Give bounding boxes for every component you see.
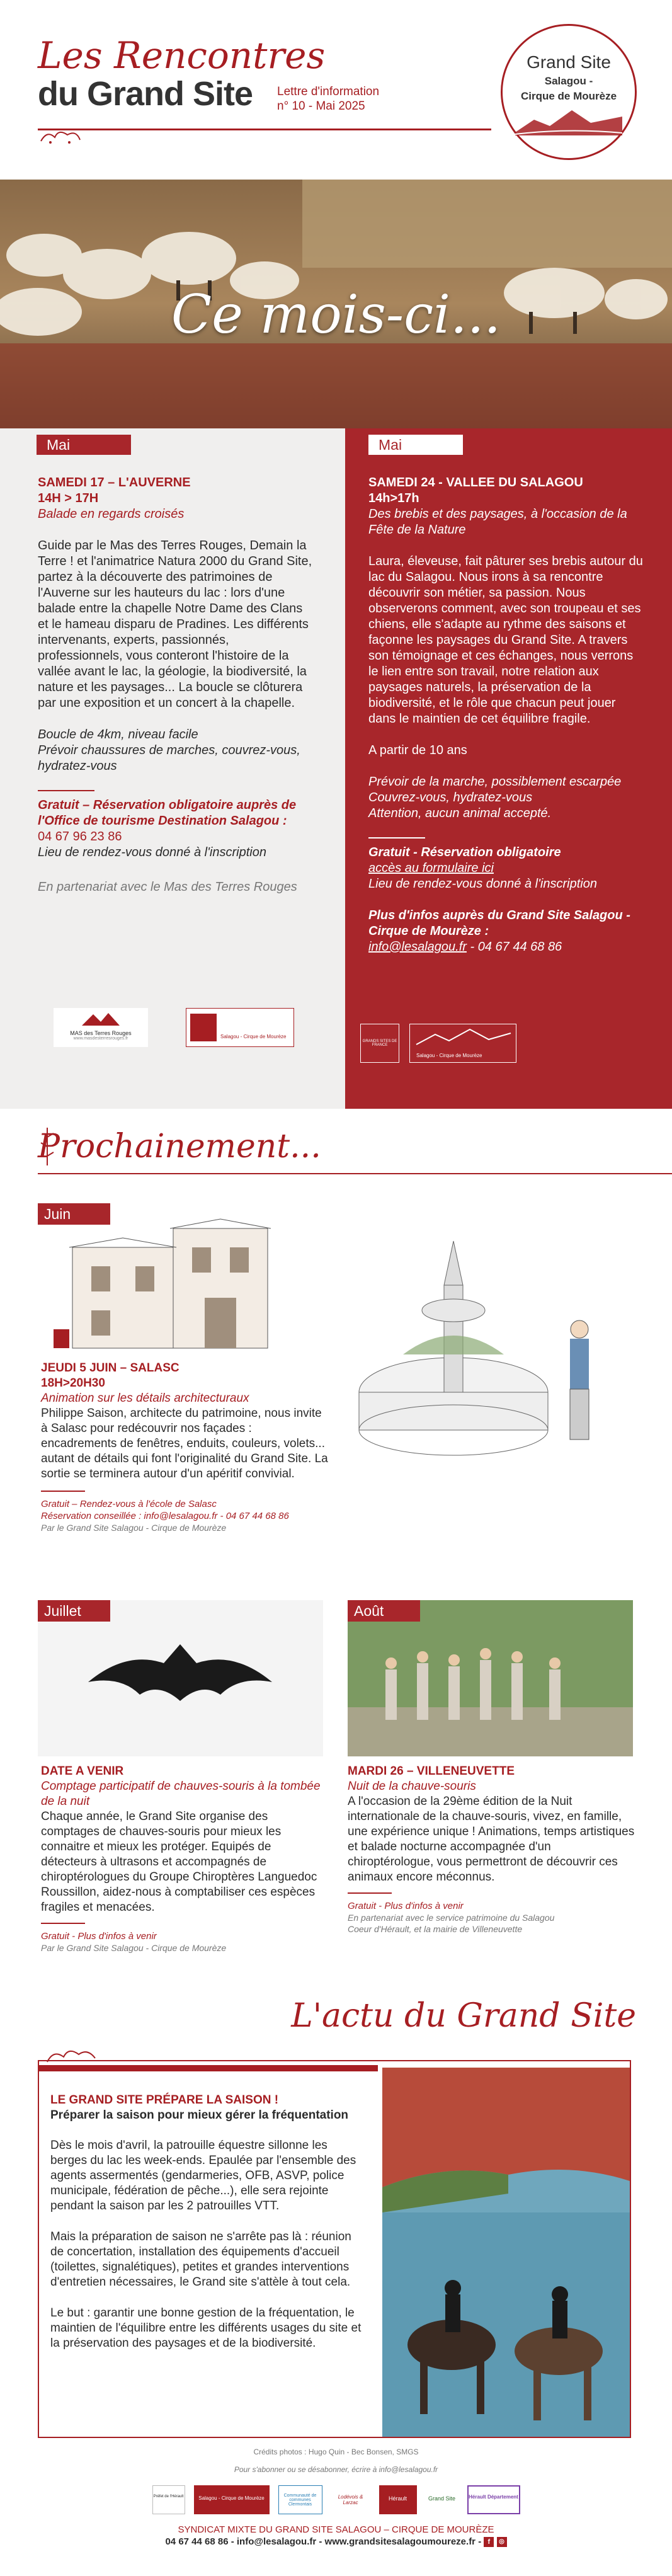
event-date: SAMEDI 17 – L'AUVERNE xyxy=(38,476,191,489)
grand-site-small-label: Salagou - Cirque de Mourèze xyxy=(416,1053,482,1058)
footer xyxy=(0,2441,672,2576)
event-date: DATE A VENIR xyxy=(41,1765,124,1778)
separator xyxy=(348,1892,392,1894)
event-date: JEUDI 5 JUIN – SALASC xyxy=(41,1361,179,1375)
hero-banner xyxy=(0,180,672,428)
contact-email-link[interactable]: info@lesalagou.fr xyxy=(368,940,467,954)
event-panel-left xyxy=(0,428,345,1109)
event-info: Gratuit - Plus d'infos à venir xyxy=(41,1931,157,1942)
section-rule xyxy=(38,1173,672,1174)
sheep-doodle-icon xyxy=(38,123,88,149)
group-photo xyxy=(348,1600,633,1756)
news-box-topbar xyxy=(38,2065,378,2071)
mas-terres-rouges-icon xyxy=(82,1010,120,1027)
organisation-name: SYNDICAT MIXTE DU GRAND SITE SALAGOU – CIRQUE DE MOURÈZE xyxy=(178,2524,494,2535)
bat-icon xyxy=(38,1600,323,1756)
sheep-doodle-icon xyxy=(44,2038,132,2066)
meeting-info: Lieu de rendez-vous donné à l'inscription xyxy=(38,845,266,859)
more-info: Plus d'infos auprès du Grand Site Salagou - Cirque de Mourèze : xyxy=(368,908,630,938)
landscape-icon xyxy=(515,104,622,135)
event-note: Prévoir de la marche, possiblement escarpée xyxy=(368,775,622,789)
event-info: Gratuit - Plus d'infos à venir xyxy=(348,1901,464,1911)
newsletter-label: Lettre d'information xyxy=(277,85,380,98)
event-subtitle: Animation sur les détails architecturaux xyxy=(41,1392,249,1405)
event-subtitle: Nuit de la chauve-souris xyxy=(348,1780,476,1793)
event-date: MARDI 26 – VILLENEUVETTE xyxy=(348,1765,515,1778)
logo-subtitle-2: Cirque de Mourèze xyxy=(520,90,617,102)
grands-sites-france-logo[interactable] xyxy=(360,1024,399,1063)
partner-logo[interactable] xyxy=(54,1008,148,1047)
grand-site-logo[interactable] xyxy=(501,24,637,160)
bat-photo xyxy=(38,1600,323,1756)
news-paragraph: Dès le mois d'avril, la patrouille équestre sillonne les berges du lac les week-ends. Epaulée par l'ensemble des agents assermentés (gendarmeries, OFB, ASVP, police municipale, fédération de pêche...), elle sera rejointe pendant la saison par les 2 patrouilles VTT. xyxy=(50,2139,356,2212)
event-age: A partir de 10 ans xyxy=(368,743,467,757)
contact-line xyxy=(0,2536,672,2547)
booking-info: Gratuit - Réservation obligatoire xyxy=(368,845,561,859)
contact-details[interactable]: 04 67 44 68 86 - info@lesalagou.fr - www.grandsitesalagoumoureze.fr - xyxy=(165,2536,482,2547)
separator xyxy=(41,1491,85,1492)
event-info: Gratuit – Rendez-vous à l'école de Salasc xyxy=(41,1499,217,1509)
fountain-drawing xyxy=(353,1235,617,1474)
partner-logos xyxy=(0,2485,672,2514)
event-note: Couvrez-vous, hydratez-vous xyxy=(368,791,533,804)
month-tag: Juillet xyxy=(38,1600,110,1622)
event-time: 14H > 17H xyxy=(38,491,99,505)
hero-title: Ce mois-ci... xyxy=(171,283,501,345)
event-info: Coeur d'Hérault, et la mairie de Villeneuvette xyxy=(348,1924,523,1934)
partner-logo[interactable]: Lodévois & Larzac xyxy=(338,2494,363,2505)
separator xyxy=(38,790,94,791)
newsletter-title-line1: Les Rencontres xyxy=(38,34,326,77)
partner-logo[interactable]: Préfet de l'Hérault xyxy=(152,2485,185,2514)
event-note: Attention, aucun animal accepté. xyxy=(368,806,552,820)
partner-logo[interactable]: Salagou - Cirque de Mourèze xyxy=(194,2485,270,2514)
event-date: SAMEDI 24 - VALLEE DU SALAGOU xyxy=(368,476,583,489)
newsletter-title-line2: du Grand Site xyxy=(38,75,253,113)
news-headline: LE GRAND SITE PRÉPARE LA SAISON ! xyxy=(50,2093,279,2107)
village-house-drawing xyxy=(54,1203,305,1358)
event-subtitle: Comptage participatif de chauves-souris à la tombée de la nuit xyxy=(41,1780,321,1808)
newsletter-issue xyxy=(277,84,379,113)
partner-logo[interactable]: Grand Site xyxy=(428,2495,456,2502)
event-description: A l'occasion de la 29ème édition de la Nuit internationale de la chauve-souris, vivez, en famille, une expérience unique ! Animations, temps artistiques et balade nocturne accompagnée d'un chiroptérologue, vous permettront de découvrir ces animaux encore méconnus. xyxy=(348,1795,635,1884)
bat-night-photo xyxy=(348,1600,633,1756)
grand-site-small-logo[interactable] xyxy=(409,1024,516,1063)
partner-note: En partenariat avec le Mas des Terres Rouges xyxy=(38,880,297,894)
news-paragraph: Mais la préparation de saison ne s'arrête pas là : réunion de concertation, installation des équipements d'accueil (toilettes, signalétiques), petites et grandes interventions d'entretien nécessaires, le Grand site s'attèle à tout cela. xyxy=(50,2230,351,2289)
section-title-upcoming: Prochainement... xyxy=(38,1128,321,1165)
logo-subtitle-1: Salagou - xyxy=(544,75,593,87)
event-time: 14h>17h xyxy=(368,491,419,505)
partner-logo[interactable]: Hérault xyxy=(379,2485,417,2514)
partner-logo-name: MAS des Terres Rouges xyxy=(70,1030,132,1036)
event-info[interactable]: Réservation conseillée : info@lesalagou.fr - 04 67 44 68 86 xyxy=(41,1511,289,1521)
partner-logo[interactable]: Communauté de communes Clermontais xyxy=(278,2485,322,2514)
month-tag: Août xyxy=(348,1600,420,1622)
photo-credits: Crédits photos : Hugo Quin - Bec Bonsen, SMGS xyxy=(253,2447,419,2456)
news-paragraph: Le but : garantir une bonne gestion de la fréquentation, le maintien de l'équilibre entre les différents usages du site et la préservation des paysages et de la biodiversité. xyxy=(50,2306,362,2350)
logo-title: Grand Site xyxy=(527,52,611,72)
event-description: Philippe Saison, architecte du patrimoine, nous invite à Salasc pour redécouvrir nos façades : encadrements de fenêtres, enduits, couleurs, volets... autant de détails qui font l'originalité du Grand Site. La sortie se terminera autour d'un apéritif convivial. xyxy=(41,1407,328,1480)
month-tag: Mai xyxy=(37,435,131,455)
partner-logo-url: www.masdesterresrouges.fr xyxy=(73,1036,128,1041)
event-panel-right xyxy=(345,428,672,1109)
booking-info: Gratuit – Réservation obligatoire auprès de l'Office de tourisme Destination Salagou : xyxy=(38,798,297,828)
event-description: Chaque année, le Grand Site organise des comptages de chauves-souris pour mieux les connaitre et mieux les protéger. Equipés de détecteurs à ultrasons et accompagnés de chiroptérologues du Groupe Chiroptères Languedoc Roussillon, aidez-nous à comptabiliser ces espèces fragiles et menacées. xyxy=(41,1810,317,1914)
event-description: Laura, éleveuse, fait pâturer ses brebis autour du lac du Salagou. Nous irons à sa rencontre découvrir son métier, sa passion. Nous observerons comment, avec son troupeau et ses chiens, elle s'adapte au rythme des saisons et façonne les paysages du Grand Site. A travers son témoignage et ces échanges, nous verrons le lien entre son travail, notre relation aux paysages naturels, la préservation de la biodiversité, et le rôle que chacun peut jouer dans le maintien de cet équilibre fragile. xyxy=(368,554,643,726)
landscape-icon xyxy=(410,1024,517,1050)
partner-logo[interactable]: Hérault Département xyxy=(467,2485,520,2514)
grands-sites-france-label: GRANDS SITES DE FRANCE xyxy=(362,1039,397,1047)
unsubscribe-note[interactable]: Pour s'abonner ou se désabonner, écrire à info@lesalagou.fr xyxy=(234,2465,438,2474)
instagram-icon[interactable]: ◎ xyxy=(497,2537,507,2547)
booking-phone[interactable]: 04 67 96 23 86 xyxy=(38,830,122,844)
separator xyxy=(368,837,425,839)
event-note: Boucle de 4km, niveau facile xyxy=(38,728,198,741)
lake-photo xyxy=(382,2068,630,2437)
facebook-icon[interactable]: f xyxy=(484,2537,494,2547)
event-description: Guide par le Mas des Terres Rouges, Demain la Terre ! et l'animatrice Natura 2000 du Grand Site, partez à la découverte des patrimoines de l'Auverne sur les hauteurs du lac : lors d'une balade entre la chapelle Notre Dame des Clans et le hameau disparu de Pradines. Les différents intervenants, experts, passionnés, professionnels, vous conteront l'histoire de la vallée avant le lac, la géologie, la biodiversité, la nature et les paysages... La boucle se clôturera par une exposition et un concert à la chapelle. xyxy=(38,539,312,710)
grand-site-small-label: Salagou - Cirque de Mourèze xyxy=(220,1034,287,1039)
month-tag: Juin xyxy=(38,1203,110,1225)
event-info: Par le Grand Site Salagou - Cirque de Mourèze xyxy=(41,1943,227,1953)
meeting-info: Lieu de rendez-vous donné à l'inscription xyxy=(368,877,597,891)
event-info: Par le Grand Site Salagou - Cirque de Mourèze xyxy=(41,1523,227,1533)
section-title-news: L'actu du Grand Site xyxy=(291,1997,636,2035)
event-time: 18H>20H30 xyxy=(41,1377,105,1390)
month-tag: Mai xyxy=(368,435,463,455)
event-subtitle: Balade en regards croisés xyxy=(38,507,185,521)
event-info: En partenariat avec le service patrimoine du Salagou xyxy=(348,1913,555,1923)
newsletter-header xyxy=(0,0,672,180)
header-rule xyxy=(38,129,491,130)
horse-patrol-photo xyxy=(382,2068,630,2437)
event-subtitle: Des brebis et des paysages, à l'occasion de la Fête de la Nature xyxy=(368,507,627,537)
contact-phone: - 04 67 44 68 86 xyxy=(466,940,562,954)
news-subheadline: Préparer la saison pour mieux gérer la fréquentation xyxy=(50,2109,349,2122)
event-note: Prévoir chaussures de marches, couvrez-vous, hydratez-vous xyxy=(38,743,300,773)
newsletter-number: n° 10 - Mai 2025 xyxy=(277,100,365,113)
booking-form-link[interactable]: accès au formulaire ici xyxy=(368,861,494,875)
grand-site-small-logo[interactable] xyxy=(186,1008,294,1047)
separator xyxy=(41,1923,85,1924)
grand-site-mark-icon xyxy=(190,1014,217,1041)
